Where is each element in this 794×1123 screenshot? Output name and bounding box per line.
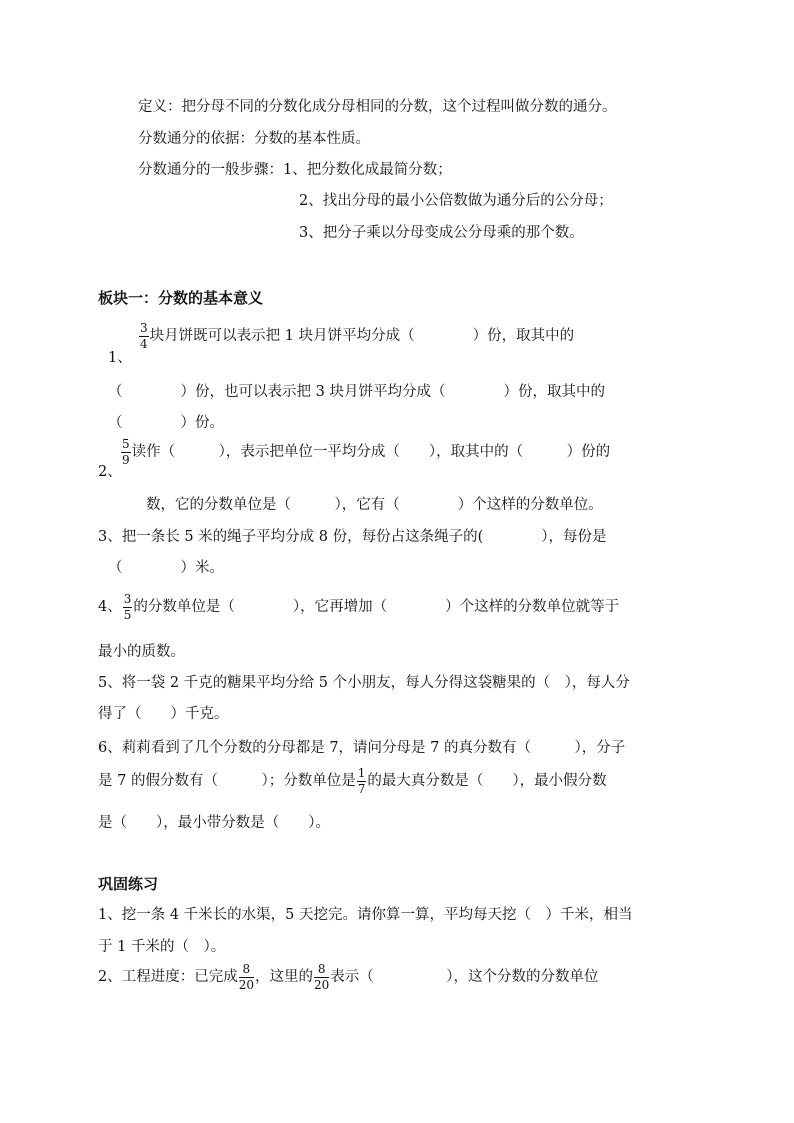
q6-line-1: 6、莉莉看到了几个分数的分母都是 7，请问分母是 7 的真分数有（ ），分子 — [98, 740, 626, 756]
steps-label: 分数通分的一般步骤： — [138, 162, 283, 178]
q2-number: 2、 — [98, 464, 122, 480]
q6-fraction-numerator: 1 — [357, 766, 366, 780]
q1-line-3: （ ）份。 — [108, 415, 224, 431]
q2-fraction — [121, 438, 131, 466]
p2-fraction-1 — [239, 963, 254, 991]
step-2: 2、找出分母的最小公倍数做为通分后的公分母； — [299, 193, 613, 209]
definition-text: 定义：把分母不同的分数化成分母相同的分数，这个过程叫做分数的通分。 — [138, 99, 617, 115]
q4-line-1 — [98, 593, 619, 621]
q2-line-1 — [120, 438, 610, 466]
p1-line-2: 于 1 千米的（ ）。 — [98, 939, 226, 955]
q4-fraction-numerator: 3 — [123, 592, 132, 606]
q2-fraction-numerator: 5 — [122, 437, 130, 451]
p2-fraction-2-numerator: 8 — [314, 963, 329, 978]
q5-line-1: 5、将一袋 2 千克的糖果平均分给 5 个小朋友，每人分得这袋糖果的（ ），每人分 — [98, 675, 630, 691]
step-3: 3、把分子乘以分母变成公分母乘的那个数。 — [299, 225, 584, 241]
q1-fraction-numerator: 3 — [140, 321, 148, 335]
p2-fraction-2-denominator: 20 — [314, 977, 330, 992]
q2-text-1: 读作（ ），表示把单位一平均分成（ ），取其中的（ ）份的 — [131, 444, 611, 461]
q1-fraction — [139, 322, 149, 350]
q2-fraction-denominator: 9 — [122, 452, 130, 467]
q4-text-1: 的分数单位是（ ），它再增加（ ）个这样的分数单位就等于 — [133, 599, 620, 616]
basis-text: 分数通分的依据：分数的基本性质。 — [138, 131, 370, 147]
q6-line-2 — [98, 767, 607, 795]
q4-number: 4、 — [98, 599, 122, 616]
q4-fraction — [123, 593, 133, 621]
q5-line-2: 得了（ ）千克。 — [98, 706, 229, 722]
steps-line — [138, 163, 452, 178]
q4-line-2: 最小的质数。 — [98, 644, 185, 660]
q6-text-2b: 的最大真分数是（ ），最小假分数 — [367, 773, 607, 790]
q6-line-3: 是（ ），最小带分数是（ ）。 — [98, 815, 330, 831]
q6-fraction — [357, 767, 367, 795]
q2-line-2: 数，它的分数单位是（ ），它有（ ）个这样的分数单位。 — [146, 497, 603, 513]
q1-fraction-denominator: 4 — [140, 336, 148, 351]
section-title-practice: 巩固练习 — [98, 875, 159, 893]
q1-text-1: 块月饼既可以表示把 1 块月饼平均分成（ ）份，取其中的 — [149, 328, 575, 345]
p2-fraction-2 — [314, 963, 329, 991]
p2-text-b: ，这里的 — [255, 969, 314, 986]
q3-line-1: 3、把一条长 5 米的绳子平均分成 8 份，每份占这条绳子的( ），每份是 — [98, 529, 607, 545]
q3-line-2: （ ）米。 — [108, 560, 224, 576]
p2-fraction-1-denominator: 20 — [238, 977, 255, 992]
q6-text-2a: 是 7 的假分数有（ ）；分数单位是 — [98, 773, 356, 790]
p1-line-1: 1、挖一条 4 千米长的水渠，5 天挖完。请你算一算，平均每天挖（ ）千米，相当 — [98, 907, 633, 923]
q1-number: 1、 — [108, 350, 132, 366]
section-title-basic-meaning: 板块一：分数的基本意义 — [98, 289, 264, 307]
step-1: 1、把分数化成最简分数； — [283, 162, 452, 178]
q6-fraction-denominator: 7 — [357, 781, 366, 796]
p2-text-a: 2、工程进度：已完成 — [98, 969, 238, 986]
p2-fraction-1-numerator: 8 — [239, 963, 254, 978]
q1-line-2: （ ）份，也可以表示把 3 块月饼平均分成（ ）份，取其中的 — [108, 384, 605, 400]
p2-text-c: 表示（ ），这个分数的分数单位 — [330, 969, 599, 986]
q1-line-1 — [138, 322, 574, 350]
p2-line-1 — [98, 963, 599, 991]
q4-fraction-denominator: 5 — [123, 607, 132, 622]
